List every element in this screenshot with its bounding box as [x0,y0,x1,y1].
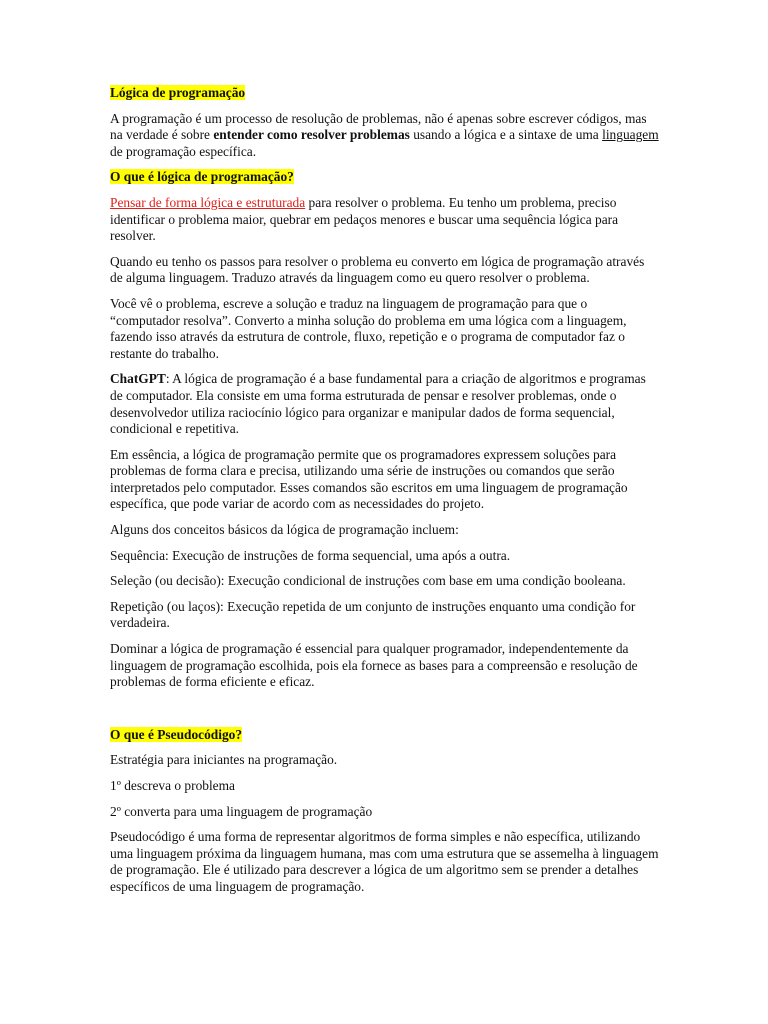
paragraph-repeticao: Repetição (ou laços): Execução repetida de um conjunto de instruções enquanto uma condição for verdadeira. [110,598,636,631]
heading-text: O que é Pseudocódigo? [110,726,243,742]
paragraph-pensar [110,195,660,245]
text-span: usando a lógica e a sintaxe de uma [409,127,603,143]
heading-pseudocodigo [110,727,660,744]
paragraph-intro [110,111,660,161]
heading-text: Lógica de programação [110,85,246,100]
paragraph-conceitos: Alguns dos conceitos básicos da lógica de programação incluem: [110,522,459,538]
paragraph-estrategia: Estratégia para iniciantes na programação. [110,752,338,768]
paragraph-selecao: Seleção (ou decisão): Execução condicional de instruções com base em uma condição booleana. [110,573,626,589]
paragraph-dominar: Dominar a lógica de programação é essencial para qualquer programador, independentemente da linguagem de programação escolhida, pois ela fornece as bases para a compreensão e resolução de problemas de forma eficiente e eficaz. [110,641,638,690]
bold-text: entender como resolver problemas [213,127,410,143]
paragraph-chatgpt [110,371,660,437]
text-span: : A lógica de programação é a base fundamental para a criação de algoritmos e programas de computador. Ela consiste em uma forma estruturada de pensar e resolver problemas, onde o desenvolvedor utiliza raciocínio lógico para organizar e manipular dados de forma sequencial, condicional e repetitiva. [110,371,646,437]
text-span: para resolver o problema. Eu tenho um problema, preciso identificar o problema maior, quebrar em pedaços menores e buscar uma sequência lógica para resolver. [110,194,619,244]
text-span: de programação específica. [110,143,257,159]
heading-logica-de-programacao [110,85,660,102]
bold-text: ChatGPT [110,371,166,387]
red-underlined-link[interactable]: Pensar de forma lógica e estruturada [110,194,306,210]
heading-o-que-e-logica [110,169,660,186]
heading-text: O que é lógica de programação? [110,169,294,185]
document-body [110,85,660,905]
spacer [110,700,660,727]
text-span: A programação é um processo de resolução de problemas, não é apenas sobre escrever códigos, mas na verdade é sobre [110,110,647,143]
underlined-word-link[interactable]: linguagem [602,127,659,143]
paragraph-voce-ve: Você vê o problema, escreve a solução e traduz na linguagem de programação para que o “computador resolva”. Converto a minha solução do problema em uma lógica com a linguagem, fazendo isso através da estrutura de controle, fluxo, repetição e o programa de computador faz o restante do trabalho. [110,295,627,361]
paragraph-em-essencia: Em essência, a lógica de programação permite que os programadores expressem soluções para problemas de forma clara e precisa, utilizando uma série de instruções ou comandos que serão interpretados pelo computador. Esses comandos são escritos em uma linguagem de programação específica, que pode variar de acordo com as necessidades do projeto. [110,446,628,512]
paragraph-sequencia: Sequência: Execução de instruções de forma sequencial, uma após a outra. [110,547,511,563]
paragraph-passo-2: 2º converta para uma linguagem de programação [110,803,373,819]
paragraph-pseudocodigo-def: Pseudocódigo é uma forma de representar algoritmos de forma simples e não específica, utilizando uma linguagem próxima da linguagem humana, mas com uma estrutura que se assemelha à linguagem de programação. Ele é utilizado para descrever a lógica de um algoritmo sem se prender a detalhes específicos de uma linguagem de programação. [110,829,659,894]
paragraph-quando: Quando eu tenho os passos para resolver o problema eu converto em lógica de programação através de alguma linguagem. Traduzo através da linguagem como eu quero resolver o problema. [110,253,645,286]
paragraph-passo-1: 1º descreva o problema [110,778,235,793]
